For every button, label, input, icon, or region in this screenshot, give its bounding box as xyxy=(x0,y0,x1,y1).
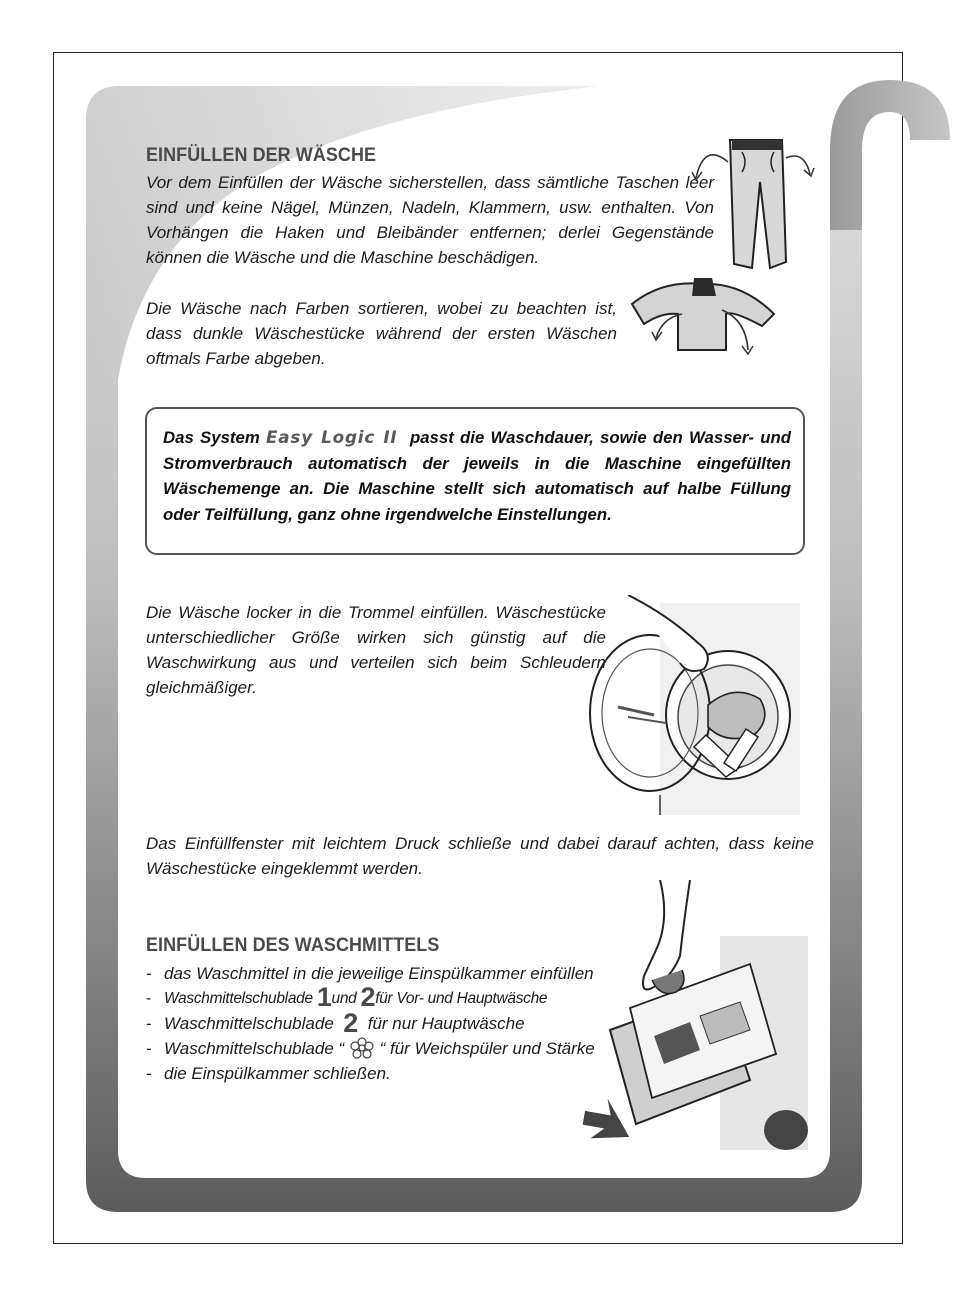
step-3-suffix: für nur Hauptwäsche xyxy=(367,1014,525,1033)
compartment-1-number: 1 xyxy=(316,982,332,1012)
laundry-paragraph-2: Die Wäsche nach Farben sortieren, wobei zu beachten ist, dass dunkle Wäschestücke während der ersten Wäschen oftmals Farbe abgeben. xyxy=(146,299,617,368)
shirt-illustration xyxy=(622,270,782,360)
list-item: - Waschmittelschublade “ “ für Weichspüler und Stärke xyxy=(146,1039,595,1058)
list-item: - Waschmittelschublade 1und 2für Vor- und Hauptwäsche xyxy=(146,982,548,1012)
washing-drum-illustration xyxy=(588,595,803,820)
step-4-prefix: Waschmittelschublade “ xyxy=(164,1039,345,1058)
step-2-mid: und xyxy=(331,990,357,1007)
section-heading-detergent: EINFÜLLEN DES WASCHMITTELS xyxy=(146,934,440,956)
door-paragraph: Das Einfüllfenster mit leichtem Druck schließe und dabei darauf achten, dass keine Wäschestücke eingeklemmt werden. xyxy=(146,834,814,878)
list-item: - die Einspülkammer schließen. xyxy=(146,1064,391,1083)
easy-logic-brand: Easy Logic II xyxy=(266,427,398,447)
step-5-text: die Einspülkammer schließen. xyxy=(164,1064,391,1083)
list-item: - das Waschmittel in die jeweilige Einspülkammer einfüllen xyxy=(146,964,594,983)
callout-text xyxy=(163,425,791,527)
list-item: - Waschmittelschublade 2 für nur Hauptwäsche xyxy=(146,1008,525,1038)
compartment-2-number: 2 xyxy=(360,982,376,1012)
section-heading-laundry: EINFÜLLEN DER WÄSCHE xyxy=(146,144,377,166)
easy-logic-callout xyxy=(145,407,805,555)
laundry-paragraph-1: Vor dem Einfüllen der Wäsche sicherstellen, dass sämtliche Taschen leer sind und keine Nägel, Münzen, Nadeln, Klammern, usw. enthalten. Von Vorhängen die Haken und Bleibänder entfernen; derlei Gegenstände können die Wäsche und die Maschine beschädigen. xyxy=(146,173,714,267)
compartment-2-number: 2 xyxy=(343,1008,359,1038)
detergent-steps-list xyxy=(146,961,616,1086)
callout-prefix: Das System xyxy=(163,428,260,447)
flower-icon xyxy=(349,1037,375,1059)
step-3-prefix: Waschmittelschublade xyxy=(164,1014,334,1033)
callout-body: passt die Waschdauer, sowie den Wasser- und Stromverbrauch automatisch der jeweils in die Maschine eingefüllten Wäschemenge an. Die Maschine stellt sich automatisch auf halbe Füllung oder Teilfüllung, ganz ohne irgendwelche Einstellungen. xyxy=(163,428,791,524)
loading-paragraph: Die Wäsche locker in die Trommel einfüllen. Wäschestücke unterschiedlicher Größe wirken sich günstig auf die Waschwirkung aus und verteilen sich beim Schleudern gleichmäßiger. xyxy=(146,603,606,697)
step-2-prefix: Waschmittelschublade xyxy=(164,990,313,1007)
step-1-text: das Waschmittel in die jeweilige Einspülkammer einfüllen xyxy=(164,964,594,983)
trousers-illustration xyxy=(690,132,820,282)
push-arrow-icon xyxy=(580,1093,636,1145)
step-4-suffix: “ für Weichspüler und Stärke xyxy=(379,1039,595,1058)
step-2-suffix: für Vor- und Hauptwäsche xyxy=(375,990,548,1007)
